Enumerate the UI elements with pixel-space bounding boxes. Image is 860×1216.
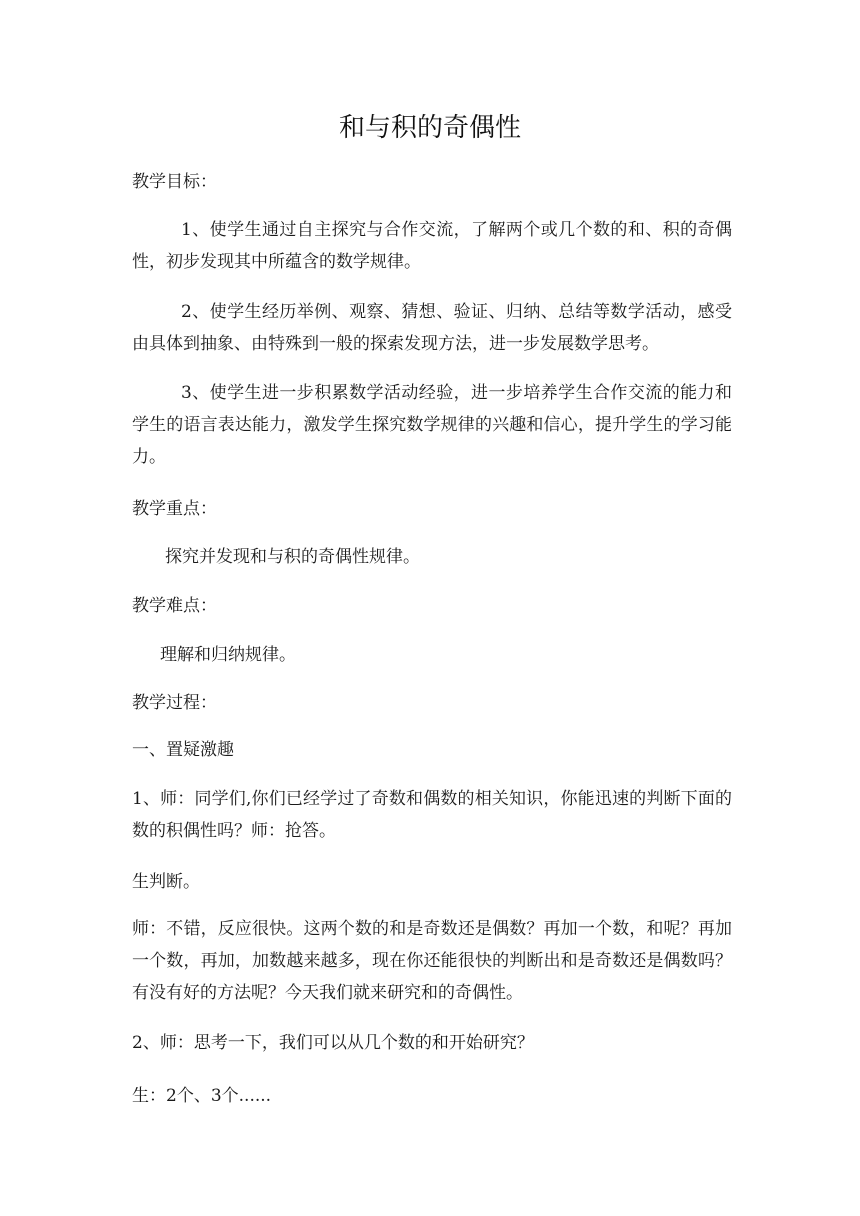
paragraph-2: 生判断。 [132,872,200,892]
paragraph-5: 生：2个、3个...... [132,1086,272,1106]
key-point-heading: 教学重点： [132,499,217,519]
paragraph-3: 师：不错，反应很快。这两个数的和是奇数还是偶数？再加一个数，和呢？再加一个数，再加，加数越来越多，现在你还能很快的判断出和是奇数还是偶数吗？有没有好的方法呢？今天我们就来研究和的奇偶性。 [132,919,732,1003]
key-point-text: 探究并发现和与积的奇偶性规律。 [165,547,420,567]
objective-item-1: 1、使学生通过自主探究与合作交流，了解两个或几个数的和、积的奇偶性，初步发现其中所蕴含的数学规律。 [132,220,732,272]
section-heading: 一、置疑激趣 [132,740,234,760]
paragraph-4: 2、师：思考一下，我们可以从几个数的和开始研究？ [132,1033,534,1053]
difficulty-text: 理解和归纳规律。 [160,645,296,665]
objective-item-3: 3、使学生进一步积累数学活动经验，进一步培养学生合作交流的能力和学生的语言表达能力，激发学生探究数学规律的兴趣和信心，提升学生的学习能力。 [132,383,732,467]
paragraph-1: 1、师：同学们,你们已经学过了奇数和偶数的相关知识，你能迅速的判断下面的数的积偶性吗？师：抢答。 [132,789,732,841]
process-heading: 教学过程： [132,693,217,713]
difficulty-heading: 教学难点： [132,596,217,616]
objectives-heading: 教学目标： [132,172,217,192]
objective-item-2: 2、使学生经历举例、观察、猜想、验证、归纳、总结等数学活动，感受由具体到抽象、由特殊到一般的探索发现方法，进一步发展数学思考。 [132,302,732,354]
document-title: 和与积的奇偶性 [338,113,521,143]
